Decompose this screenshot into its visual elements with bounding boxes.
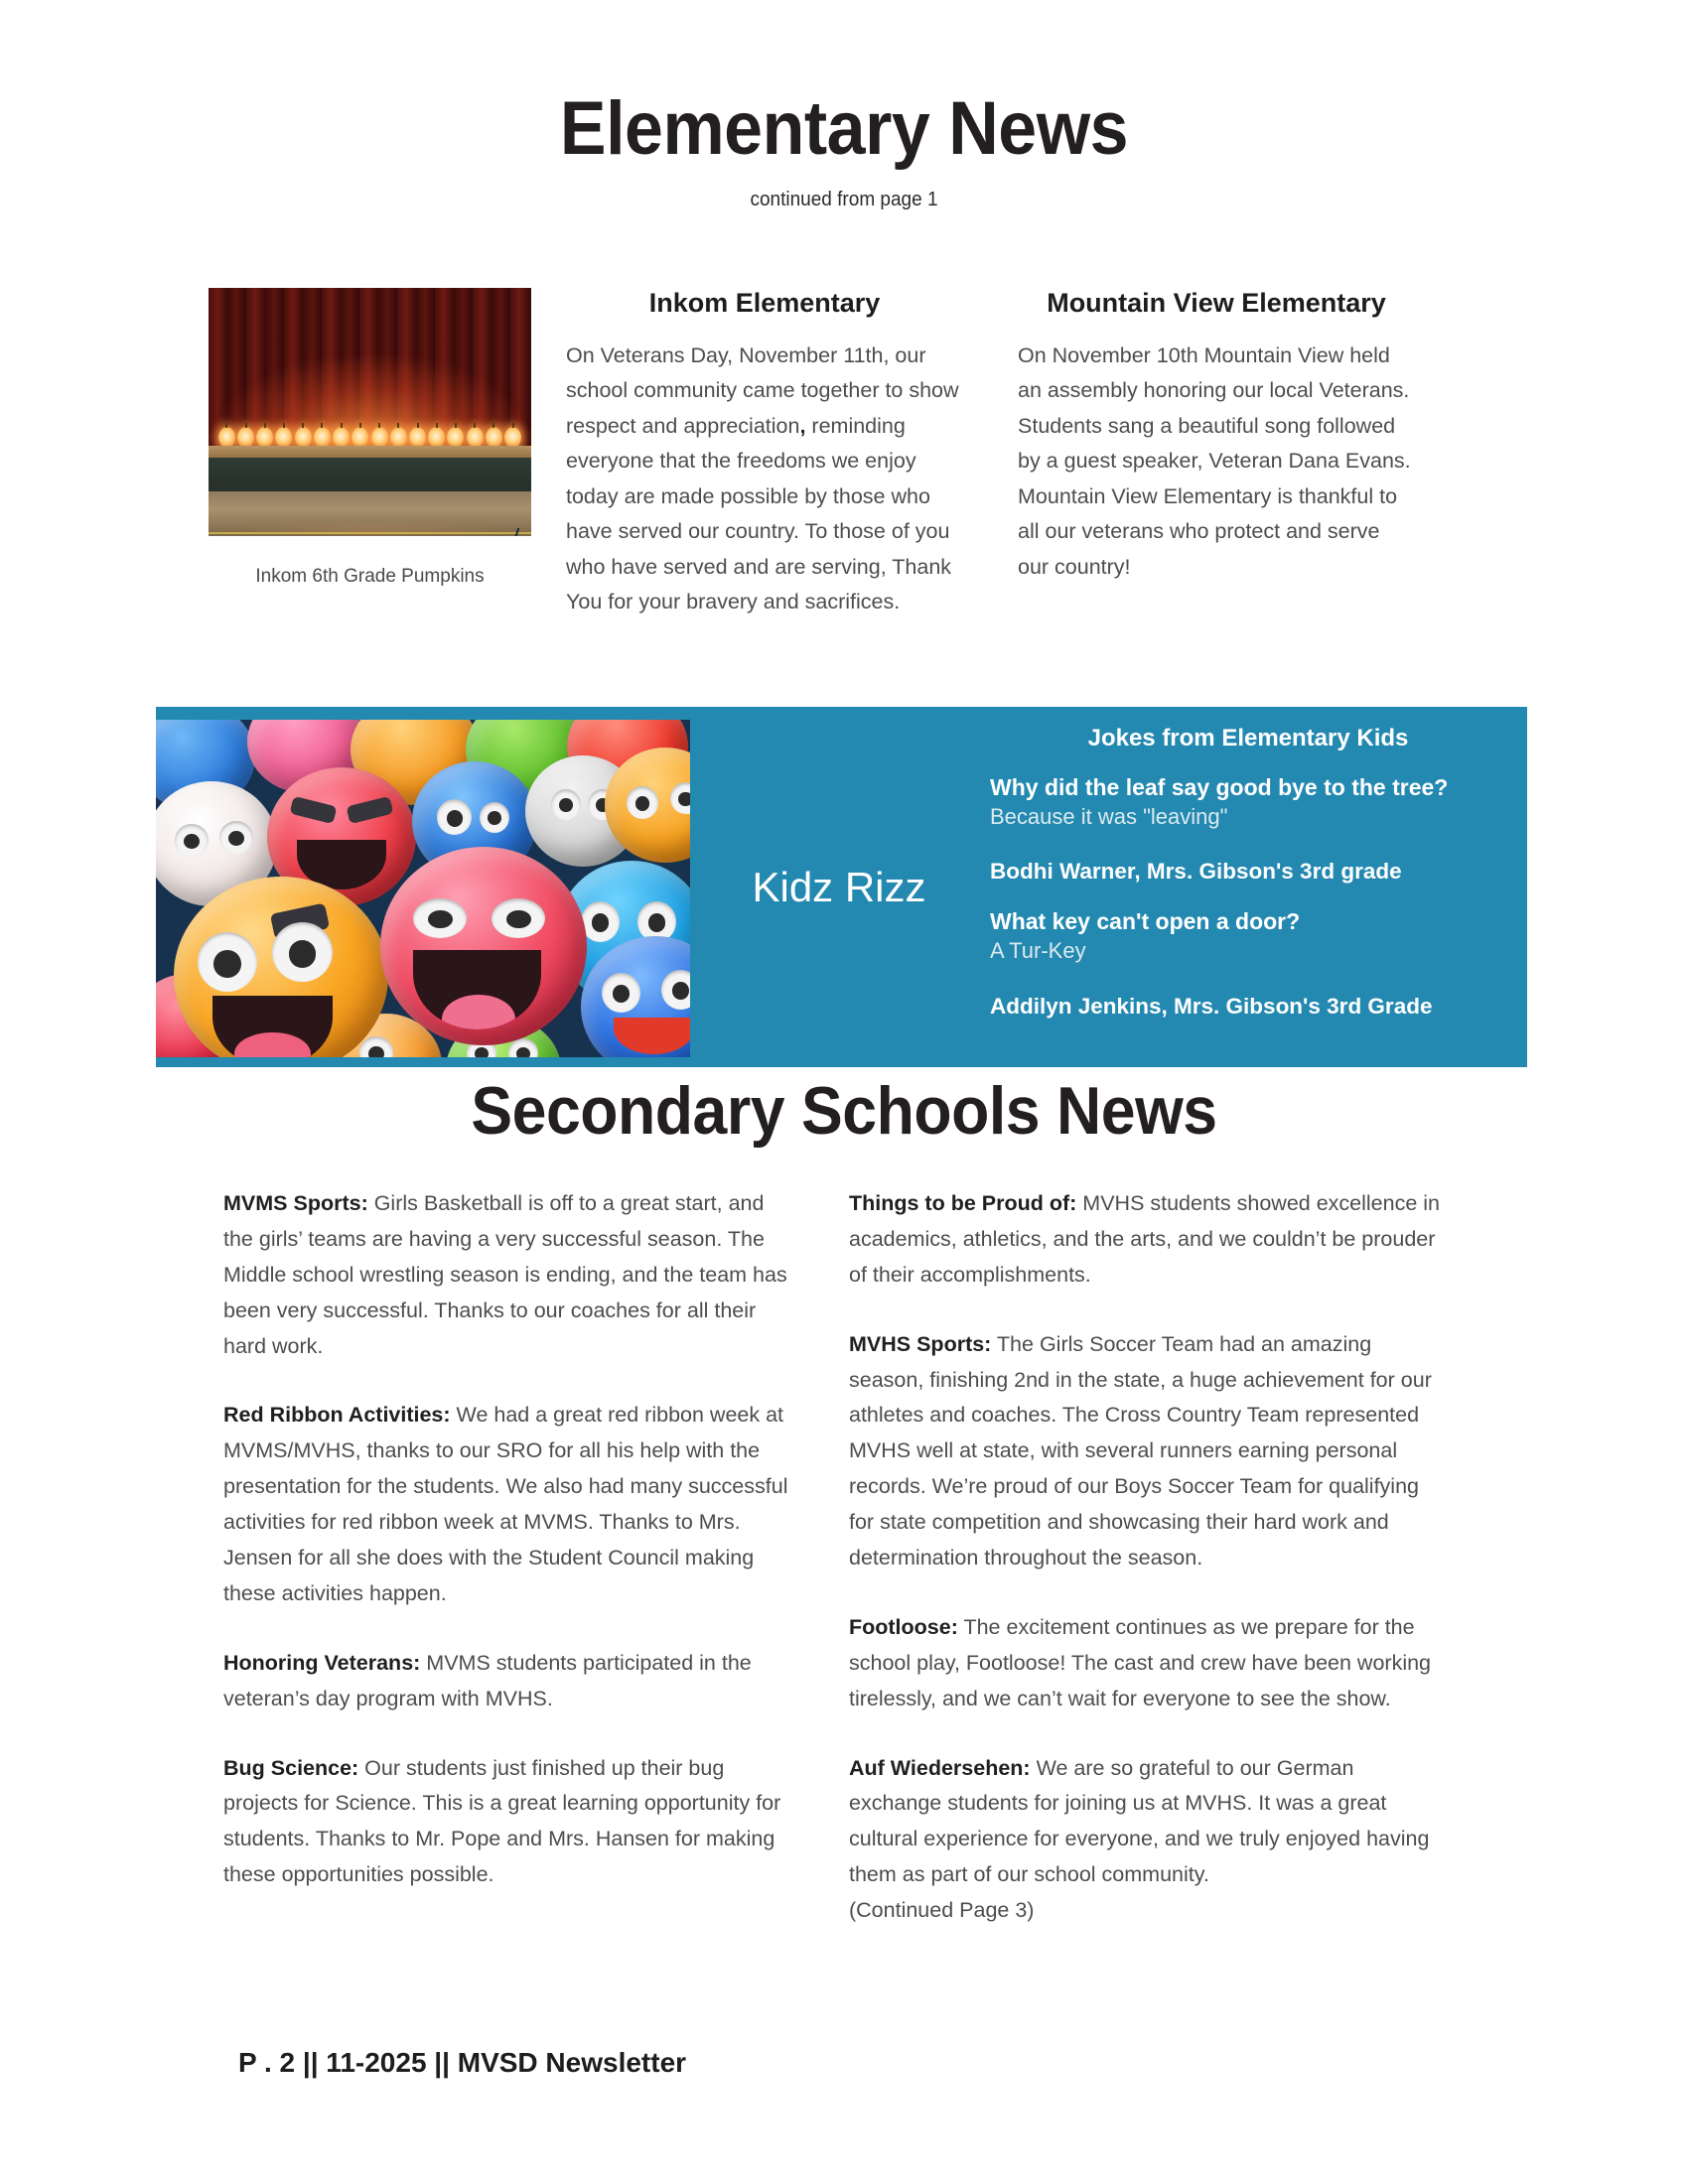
article-label: Things to be Proud of: — [849, 1191, 1077, 1215]
emoji-tongue — [442, 995, 516, 1029]
masthead-subtitle: continued from page 1 — [750, 189, 938, 210]
joke-credit: Bodhi Warner, Mrs. Gibson's 3rd grade — [990, 859, 1402, 885]
emoji-eye — [480, 802, 509, 833]
emoji-eye — [219, 821, 253, 854]
secondary-article — [223, 1646, 789, 1717]
stage-front — [209, 458, 531, 491]
emoji-eye — [670, 782, 690, 814]
article-text: We had a great red ribbon week at MVMS/MVHS, thanks to our SRO for all his help with the presentation for the students. We also had many successful activities for red ribbon week at MVMS. Thanks to Mrs. Jensen for all she does with the Student Council making these activities happen. — [223, 1403, 788, 1605]
inkom-pumpkins-photo — [209, 288, 531, 536]
inkom-body-pre: On Veterans Day, November 11th, our school community came together to show respect and appreciation — [566, 343, 959, 438]
page-title: Elementary News — [559, 86, 1129, 171]
secondary-section — [223, 1186, 1445, 1929]
emoji-eye — [551, 789, 581, 820]
mountain-view-heading: Mountain View Elementary — [1047, 288, 1386, 318]
emoji-collage-photo — [156, 720, 690, 1057]
emoji-eye — [627, 786, 658, 818]
pumpkin-row — [218, 422, 522, 448]
secondary-article — [223, 1751, 789, 1894]
article-text: MVHS students showed excellence in academics, athletics, and the arts, and we couldn’t be prouder of their accomplishments. — [849, 1191, 1441, 1287]
joke-item — [990, 774, 1506, 885]
emoji-eye — [198, 932, 257, 992]
gym-floor — [209, 491, 531, 536]
emoji-eye — [581, 901, 620, 942]
emoji-eye — [272, 922, 332, 982]
elementary-section — [209, 288, 1479, 620]
emoji-eye — [661, 970, 690, 1010]
inkom-heading: Inkom Elementary — [648, 288, 881, 318]
floor-line — [209, 532, 531, 534]
article-label: Footloose: — [849, 1614, 958, 1639]
inkom-body — [566, 339, 963, 620]
article-label: Honoring Veterans: — [223, 1650, 421, 1675]
inkom-article — [566, 288, 963, 620]
article-text: MVMS students participated in the veteran’s day program with MVHS. — [223, 1650, 752, 1710]
emoji-eye — [413, 898, 467, 938]
emoji-brow — [346, 795, 393, 824]
secondary-article — [849, 1327, 1445, 1576]
secondary-article — [849, 1610, 1445, 1717]
continued-note: (Continued Page 3) — [849, 1898, 1035, 1923]
article-label: MVHS Sports: — [849, 1331, 992, 1356]
joke-credit: Addilyn Jenkins, Mrs. Gibson's 3rd Grade — [990, 993, 1433, 1019]
secondary-right-column — [849, 1186, 1445, 1929]
mountain-view-article — [1018, 288, 1415, 620]
mountain-view-body: On November 10th Mountain View held an assembly honoring our local Veterans. Students sang a beautiful song followed by a guest speaker, Veteran Dana Evans. Mountain View Elementary is thankful to all our veterans who protect and serve our country! — [1018, 343, 1411, 579]
emoji-mouth — [413, 950, 541, 1029]
jokes-heading: Jokes from Elementary Kids — [1087, 725, 1409, 751]
article-label: Auf Wiedersehen: — [849, 1755, 1031, 1780]
masthead — [0, 86, 1688, 211]
joke-item — [990, 908, 1506, 1019]
emoji-face — [380, 847, 587, 1045]
secondary-article — [223, 1398, 789, 1611]
article-label: Bug Science: — [223, 1755, 359, 1780]
kidz-rizz-band — [156, 707, 1527, 1067]
secondary-left-column — [223, 1186, 789, 1929]
inkom-photo-column — [209, 288, 536, 620]
emoji-eye — [492, 898, 545, 938]
kidz-rizz-title: Kidz Rizz — [752, 863, 926, 910]
joke-answer: Because it was "leaving" — [990, 803, 1228, 829]
emoji-eye — [437, 799, 472, 835]
article-text: The Girls Soccer Team had an amazing season, finishing 2nd in the state, a huge achievement for our athletes and coaches. The Cross Country Team represented MVHS well at state, with several runners earning personal records. We’re proud of our Boys Soccer Team for qualifying for state competition and showcasing their hard work and determination throughout the season. — [849, 1331, 1432, 1570]
inkom-body-post: reminding everyone that the freedoms we enjoy today are made possible by those who have served our country. To those of you who have served and are serving, Thank You for your bravery and sacrifices. — [566, 413, 952, 614]
article-text: Our students just finished up their bug projects for Science. This is a great learning opportunity for students. Thanks to Mr. Pope and Mrs. Hansen for making these opportunities possible. — [223, 1755, 781, 1887]
secondary-section-title: Secondary Schools News — [471, 1073, 1217, 1149]
secondary-article — [849, 1186, 1445, 1294]
joke-question: What key can't open a door? — [990, 908, 1301, 935]
emoji-mouth — [614, 1018, 690, 1054]
emoji-eye — [602, 973, 640, 1013]
article-label: MVMS Sports: — [223, 1191, 368, 1215]
article-text: Girls Basketball is off to a great start, and the girls’ teams are having a very successful season. The Middle school wrestling season is ending, and the team has been very successful. Thanks to our coaches for all their hard work. — [223, 1191, 787, 1358]
joke-question: Why did the leaf say good bye to the tree? — [990, 774, 1449, 800]
article-label: Red Ribbon Activities: — [223, 1403, 451, 1428]
emoji-tongue — [234, 1032, 311, 1057]
inkom-body-bold: , — [799, 413, 806, 438]
page-footer: P . 2 || 11-2025 || MVSD Newsletter — [238, 2047, 687, 2078]
jokes-panel — [990, 725, 1506, 1043]
emoji-brow — [289, 795, 337, 824]
emoji-eye — [359, 1036, 393, 1057]
article-text: The excitement continues as we prepare for the school play, Footloose! The cast and crew have been working tirelessly, and we can’t wait for everyone to see the show. — [849, 1614, 1432, 1710]
article-text: We are so grateful to our German exchange students for joining us at MVHS. It was a great cultural experience for everyone, and we truly enjoyed having them as part of our school community. — [849, 1755, 1430, 1887]
emoji-mouth — [212, 996, 333, 1057]
joke-answer: A Tur-Key — [990, 937, 1086, 963]
secondary-article — [223, 1186, 789, 1364]
emoji-eye — [175, 824, 209, 857]
secondary-article — [849, 1751, 1445, 1929]
photo-caption: Inkom 6th Grade Pumpkins — [255, 566, 485, 587]
